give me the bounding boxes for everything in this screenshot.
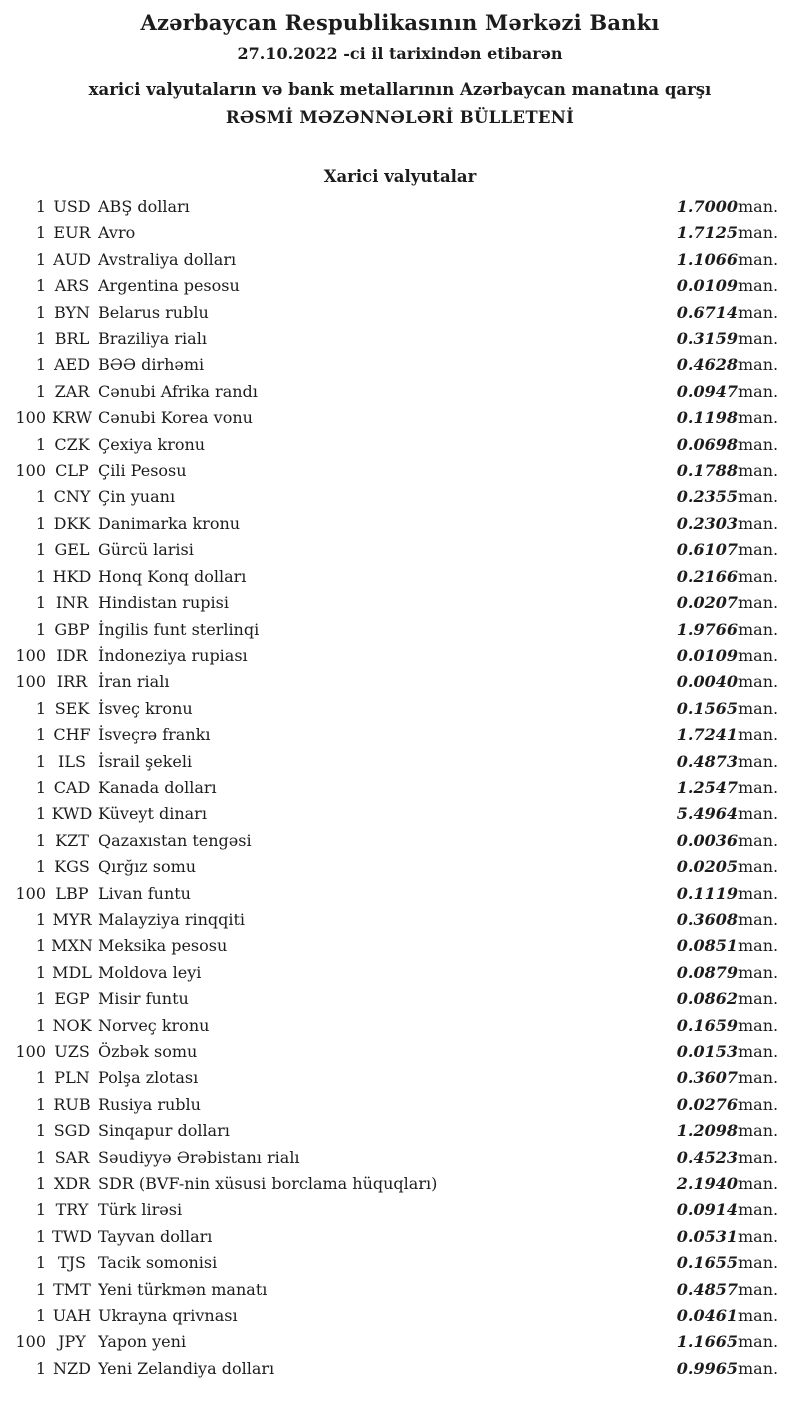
rate-unit-label: man. — [738, 461, 779, 481]
currency-code: MDL — [52, 962, 92, 982]
rate-unit-label: man. — [738, 1306, 779, 1326]
currency-code: XDR — [53, 1174, 91, 1194]
currency-code: CHF — [53, 725, 91, 745]
rate-unit-label: man. — [738, 698, 779, 718]
currency-code: IDR — [56, 645, 88, 665]
currency-name: Qazaxıstan tengəsi — [98, 830, 252, 850]
rate-value: 1.7125 — [676, 223, 738, 243]
rate-value: 2.1940 — [676, 1174, 738, 1194]
rate-value: 0.1119 — [676, 883, 738, 903]
currency-name: Moldova leyi — [98, 962, 202, 982]
rate-quantity: 1 — [35, 1015, 46, 1035]
rate-unit-label: man. — [738, 936, 779, 956]
currency-code: KRW — [51, 408, 93, 428]
rate-value: 1.2098 — [676, 1121, 738, 1141]
rate-unit-label: man. — [738, 830, 779, 850]
rate-row — [0, 590, 800, 616]
currency-name: Küveyt dinarı — [98, 804, 207, 824]
rate-unit-label: man. — [738, 355, 779, 375]
currency-code: LBP — [55, 883, 89, 903]
currency-name: Qırğız somu — [98, 857, 197, 877]
rate-row — [0, 696, 800, 722]
rate-row — [0, 484, 800, 510]
rate-row — [0, 247, 800, 273]
rate-quantity: 1 — [35, 593, 46, 613]
currency-code: KGS — [54, 857, 90, 877]
currency-name: Norveç kronu — [98, 1015, 210, 1035]
rate-quantity: 1 — [35, 962, 46, 982]
currency-code: UZS — [54, 1042, 90, 1061]
rate-unit-label: man. — [738, 593, 779, 613]
rate-row — [0, 828, 800, 854]
rate-value: 1.7000 — [676, 197, 738, 216]
rate-quantity: 1 — [35, 1226, 46, 1246]
rate-value: 0.4523 — [676, 1147, 738, 1167]
rate-value: 1.2547 — [676, 777, 738, 797]
subtitle-line: xarici valyutaların və bank metallarının Azərbaycan manatına qarşı — [88, 80, 712, 99]
rate-quantity: 1 — [35, 223, 46, 243]
rate-quantity: 1 — [35, 249, 46, 269]
rate-quantity: 1 — [35, 936, 46, 956]
currency-code: AED — [53, 355, 91, 375]
currency-name: Rusiya rublu — [98, 1094, 201, 1114]
rate-value: 0.4857 — [676, 1279, 738, 1299]
currency-code: AUD — [53, 249, 91, 269]
rate-quantity: 1 — [35, 1306, 46, 1326]
currency-name: Misir funtu — [98, 989, 189, 1009]
rate-row — [0, 300, 800, 326]
rate-quantity: 1 — [35, 857, 46, 877]
rate-row — [0, 907, 800, 933]
rate-unit-label: man. — [738, 1332, 779, 1352]
rate-value: 0.0276 — [676, 1094, 738, 1114]
currency-code: ARS — [54, 276, 90, 296]
rate-quantity: 1 — [35, 197, 46, 216]
rate-value: 0.0461 — [676, 1306, 738, 1326]
currency-code: CAD — [53, 777, 91, 797]
rate-quantity: 1 — [35, 698, 46, 718]
rate-value: 0.3608 — [676, 909, 738, 929]
currency-code: BYN — [53, 302, 91, 322]
currency-name: Tayvan dolları — [98, 1226, 213, 1246]
rate-row — [0, 669, 800, 695]
rate-unit-label: man. — [738, 1253, 779, 1273]
currency-name: Yeni Zelandiya dolları — [98, 1358, 275, 1378]
rate-quantity: 100 — [15, 461, 46, 481]
rate-value: 0.1565 — [676, 698, 738, 718]
currency-code: KWD — [51, 804, 93, 824]
rate-row — [0, 1329, 800, 1355]
rate-quantity: 100 — [15, 645, 46, 665]
rate-value: 0.0109 — [676, 276, 738, 296]
rate-unit-label: man. — [738, 1174, 779, 1194]
currency-name: Belarus rublu — [98, 302, 209, 322]
currency-code: EGP — [54, 989, 90, 1009]
rate-row — [0, 194, 800, 220]
rate-unit-label: man. — [738, 1200, 779, 1220]
currency-code: CLP — [55, 461, 89, 481]
rate-unit-label: man. — [738, 1015, 779, 1035]
currency-code: INR — [55, 593, 89, 613]
rate-value: 0.2303 — [676, 513, 738, 533]
currency-code: TWD — [52, 1226, 92, 1246]
currency-code: TJS — [57, 1253, 87, 1273]
document-header — [0, 10, 800, 127]
rate-quantity: 1 — [35, 329, 46, 349]
currency-name: Avro — [98, 223, 136, 243]
rate-value: 0.2166 — [676, 566, 738, 586]
currency-name: İngilis funt sterlinqi — [98, 619, 260, 639]
rate-quantity: 1 — [35, 540, 46, 560]
rate-value: 0.0531 — [676, 1226, 738, 1246]
currency-name: Çexiya kronu — [98, 434, 206, 454]
currency-name: İsveç kronu — [98, 698, 193, 718]
rate-unit-label: man. — [738, 1042, 779, 1061]
currency-name: BƏƏ dirhəmi — [98, 355, 205, 375]
rate-unit-label: man. — [738, 672, 779, 692]
rate-unit-label: man. — [738, 302, 779, 322]
currency-name: Meksika pesosu — [98, 936, 228, 956]
currency-name: İndoneziya rupiası — [98, 645, 248, 665]
currency-code: TMT — [53, 1279, 91, 1299]
rate-quantity: 1 — [35, 1200, 46, 1220]
rate-row — [0, 1250, 800, 1276]
currency-name: Yapon yeni — [98, 1332, 187, 1352]
rate-value: 0.0947 — [676, 381, 738, 401]
rate-unit-label: man. — [738, 276, 779, 296]
rate-quantity: 1 — [35, 434, 46, 454]
rate-row — [0, 881, 800, 907]
rate-unit-label: man. — [738, 223, 779, 243]
rate-quantity: 1 — [35, 1174, 46, 1194]
currency-code: PLN — [54, 1068, 90, 1088]
rate-value: 0.1655 — [676, 1253, 738, 1273]
currency-name: Tacik somonisi — [98, 1253, 218, 1273]
rate-value: 1.1066 — [676, 249, 738, 269]
currency-code: HKD — [52, 566, 92, 586]
rate-value: 0.0207 — [676, 593, 738, 613]
rate-row — [0, 432, 800, 458]
rate-unit-label: man. — [738, 1279, 779, 1299]
rate-row — [0, 1092, 800, 1118]
rate-value: 0.3159 — [676, 329, 738, 349]
rate-unit-label: man. — [738, 513, 779, 533]
currency-name: Avstraliya dolları — [98, 249, 237, 269]
currency-code: CNY — [53, 487, 91, 507]
currency-name: Hindistan rupisi — [98, 593, 229, 613]
currency-name: Sinqapur dolları — [98, 1121, 230, 1141]
rate-row — [0, 1065, 800, 1091]
currency-name: ABŞ dolları — [98, 197, 190, 216]
currency-code: IRR — [56, 672, 88, 692]
currency-code: TRY — [55, 1200, 89, 1220]
rate-unit-label: man. — [738, 540, 779, 560]
rate-unit-label: man. — [738, 408, 779, 428]
rate-value: 1.7241 — [676, 725, 738, 745]
rate-quantity: 1 — [35, 1279, 46, 1299]
rate-unit-label: man. — [738, 1094, 779, 1114]
rate-unit-label: man. — [738, 619, 779, 639]
currency-name: Malayziya rinqqiti — [98, 909, 246, 929]
rate-row — [0, 1303, 800, 1329]
rate-value: 1.9766 — [676, 619, 738, 639]
rate-value: 1.1665 — [676, 1332, 738, 1352]
currency-code: DKK — [53, 513, 91, 533]
rate-unit-label: man. — [738, 751, 779, 771]
rate-row — [0, 379, 800, 405]
exchange-rates-table — [0, 194, 800, 1382]
rate-value: 0.0153 — [676, 1042, 738, 1061]
rate-row — [0, 220, 800, 246]
currency-code: UAH — [52, 1306, 92, 1326]
rate-quantity: 100 — [15, 672, 46, 692]
rate-unit-label: man. — [738, 725, 779, 745]
rate-value: 0.0862 — [676, 989, 738, 1009]
rate-value: 0.9965 — [676, 1358, 738, 1378]
currency-code: ZAR — [54, 381, 90, 401]
rate-quantity: 100 — [15, 408, 46, 428]
rate-unit-label: man. — [738, 883, 779, 903]
effective-date-line: 27.10.2022 -ci il tarixindən etibarən — [237, 44, 563, 63]
rate-quantity: 1 — [35, 804, 46, 824]
rate-row — [0, 1197, 800, 1223]
rate-unit-label: man. — [738, 197, 779, 216]
rate-row — [0, 933, 800, 959]
currency-code: GEL — [54, 540, 90, 560]
rate-value: 0.0040 — [676, 672, 738, 692]
currency-name: SDR (BVF-nin xüsusi borclama hüquqları) — [98, 1174, 438, 1194]
rate-value: 0.0879 — [676, 962, 738, 982]
section-title-foreign-currencies: Xarici valyutalar — [323, 167, 477, 186]
rate-unit-label: man. — [738, 1147, 779, 1167]
rate-quantity: 1 — [35, 1121, 46, 1141]
currency-name: Kanada dolları — [98, 777, 217, 797]
rate-row — [0, 986, 800, 1012]
rate-quantity: 1 — [35, 830, 46, 850]
currency-name: Braziliya rialı — [98, 329, 207, 349]
rate-quantity: 1 — [35, 302, 46, 322]
rate-row — [0, 801, 800, 827]
rate-value: 0.1788 — [676, 461, 738, 481]
currency-name: İran rialı — [98, 672, 170, 692]
rate-quantity: 1 — [35, 1094, 46, 1114]
rate-row — [0, 405, 800, 431]
rate-unit-label: man. — [738, 1358, 779, 1378]
currency-code: EUR — [53, 223, 91, 243]
rate-value: 0.0851 — [676, 936, 738, 956]
rate-quantity: 1 — [35, 989, 46, 1009]
rate-unit-label: man. — [738, 804, 779, 824]
rate-row — [0, 617, 800, 643]
rate-row — [0, 643, 800, 669]
currency-name: Cənubi Korea vonu — [98, 408, 253, 428]
rate-unit-label: man. — [738, 645, 779, 665]
rate-unit-label: man. — [738, 909, 779, 929]
currency-name: Honq Konq dolları — [98, 566, 247, 586]
rate-unit-label: man. — [738, 777, 779, 797]
rate-value: 0.0205 — [676, 857, 738, 877]
currency-code: SAR — [54, 1147, 90, 1167]
currency-name: İsveçrə frankı — [98, 725, 211, 745]
currency-code: ILS — [58, 751, 86, 771]
currency-name: Çin yuanı — [98, 487, 176, 507]
currency-code: GBP — [54, 619, 90, 639]
currency-name: Yeni türkmən manatı — [98, 1279, 268, 1299]
bank-title: Azərbaycan Respublikasının Mərkəzi Bankı — [140, 10, 660, 35]
rate-value: 0.3607 — [676, 1068, 738, 1088]
rate-quantity: 1 — [35, 725, 46, 745]
rate-value: 0.4873 — [676, 751, 738, 771]
rate-unit-label: man. — [738, 962, 779, 982]
currency-name: Ukrayna qrivnası — [98, 1306, 238, 1326]
currency-name: İsrail şekeli — [98, 751, 193, 771]
rate-row — [0, 273, 800, 299]
currency-code: KZT — [55, 830, 89, 850]
rate-quantity: 1 — [35, 355, 46, 375]
rate-row — [0, 749, 800, 775]
rate-quantity: 1 — [35, 1147, 46, 1167]
rate-quantity: 1 — [35, 909, 46, 929]
rate-value: 0.6107 — [676, 540, 738, 560]
rate-unit-label: man. — [738, 487, 779, 507]
rate-row — [0, 1013, 800, 1039]
rate-quantity: 1 — [35, 619, 46, 639]
rate-unit-label: man. — [738, 381, 779, 401]
currency-name: Özbək somu — [98, 1042, 198, 1061]
rate-row — [0, 1224, 800, 1250]
rate-quantity: 1 — [35, 513, 46, 533]
currency-name: Türk lirəsi — [98, 1200, 183, 1220]
rate-row — [0, 564, 800, 590]
currency-code: USD — [53, 197, 91, 216]
rate-value: 0.2355 — [676, 487, 738, 507]
rate-unit-label: man. — [738, 989, 779, 1009]
rate-quantity: 1 — [35, 487, 46, 507]
rate-quantity: 1 — [35, 566, 46, 586]
rate-value: 0.0109 — [676, 645, 738, 665]
rate-value: 0.4628 — [676, 355, 738, 375]
rate-quantity: 1 — [35, 1358, 46, 1378]
rate-quantity: 1 — [35, 751, 46, 771]
rate-row — [0, 1145, 800, 1171]
currency-code: CZK — [54, 434, 90, 454]
rate-unit-label: man. — [738, 1068, 779, 1088]
currency-code: NZD — [53, 1358, 91, 1378]
currency-code: SEK — [54, 698, 90, 718]
rate-value: 0.0914 — [676, 1200, 738, 1220]
rate-row — [0, 352, 800, 378]
rate-quantity: 1 — [35, 1068, 46, 1088]
currency-name: Danimarka kronu — [98, 513, 241, 533]
rate-value: 0.0698 — [676, 434, 738, 454]
rate-row — [0, 1171, 800, 1197]
currency-code: JPY — [58, 1332, 86, 1352]
rate-unit-label: man. — [738, 434, 779, 454]
rate-unit-label: man. — [738, 857, 779, 877]
currency-name: Gürcü larisi — [98, 540, 194, 560]
currency-code: BRL — [54, 329, 90, 349]
rate-row — [0, 326, 800, 352]
rate-unit-label: man. — [738, 566, 779, 586]
rate-value: 0.0036 — [676, 830, 738, 850]
rate-row — [0, 775, 800, 801]
bulletin-title: RƏSMİ MƏZƏNNƏLƏRİ BÜLLETENİ — [225, 108, 575, 127]
rate-row — [0, 1356, 800, 1382]
rate-row — [0, 960, 800, 986]
currency-code: RUB — [53, 1094, 91, 1114]
currency-name: Səudiyyə Ərəbistanı rialı — [98, 1147, 300, 1167]
currency-name: Polşa zlotası — [98, 1068, 199, 1088]
rate-value: 0.1659 — [676, 1015, 738, 1035]
rate-value: 0.6714 — [676, 302, 738, 322]
rate-unit-label: man. — [738, 329, 779, 349]
currency-name: Argentina pesosu — [98, 276, 240, 296]
rate-quantity: 1 — [35, 1253, 46, 1273]
rate-row — [0, 1039, 800, 1065]
currency-name: Livan funtu — [98, 883, 191, 903]
rate-quantity: 1 — [35, 777, 46, 797]
rate-quantity: 1 — [35, 381, 46, 401]
rate-value: 5.4964 — [676, 804, 738, 824]
rate-unit-label: man. — [738, 1226, 779, 1246]
rate-quantity: 100 — [15, 883, 46, 903]
rate-row — [0, 1277, 800, 1303]
rate-quantity: 1 — [35, 276, 46, 296]
rate-row — [0, 511, 800, 537]
rate-quantity: 100 — [15, 1332, 46, 1352]
rates-table-body — [0, 194, 800, 1382]
rate-unit-label: man. — [738, 249, 779, 269]
currency-code: MYR — [52, 909, 92, 929]
currency-code: NOK — [52, 1015, 92, 1035]
currency-code: SGD — [53, 1121, 91, 1141]
rate-row — [0, 854, 800, 880]
rate-row — [0, 722, 800, 748]
rate-unit-label: man. — [738, 1121, 779, 1141]
rate-quantity: 100 — [15, 1042, 46, 1061]
currency-name: Çili Pesosu — [98, 461, 187, 481]
rate-row — [0, 1118, 800, 1144]
rate-row — [0, 458, 800, 484]
currency-code: MXN — [51, 936, 93, 956]
currency-name: Cənubi Afrika randı — [98, 381, 258, 401]
rate-value: 0.1198 — [676, 408, 738, 428]
rate-row — [0, 537, 800, 563]
